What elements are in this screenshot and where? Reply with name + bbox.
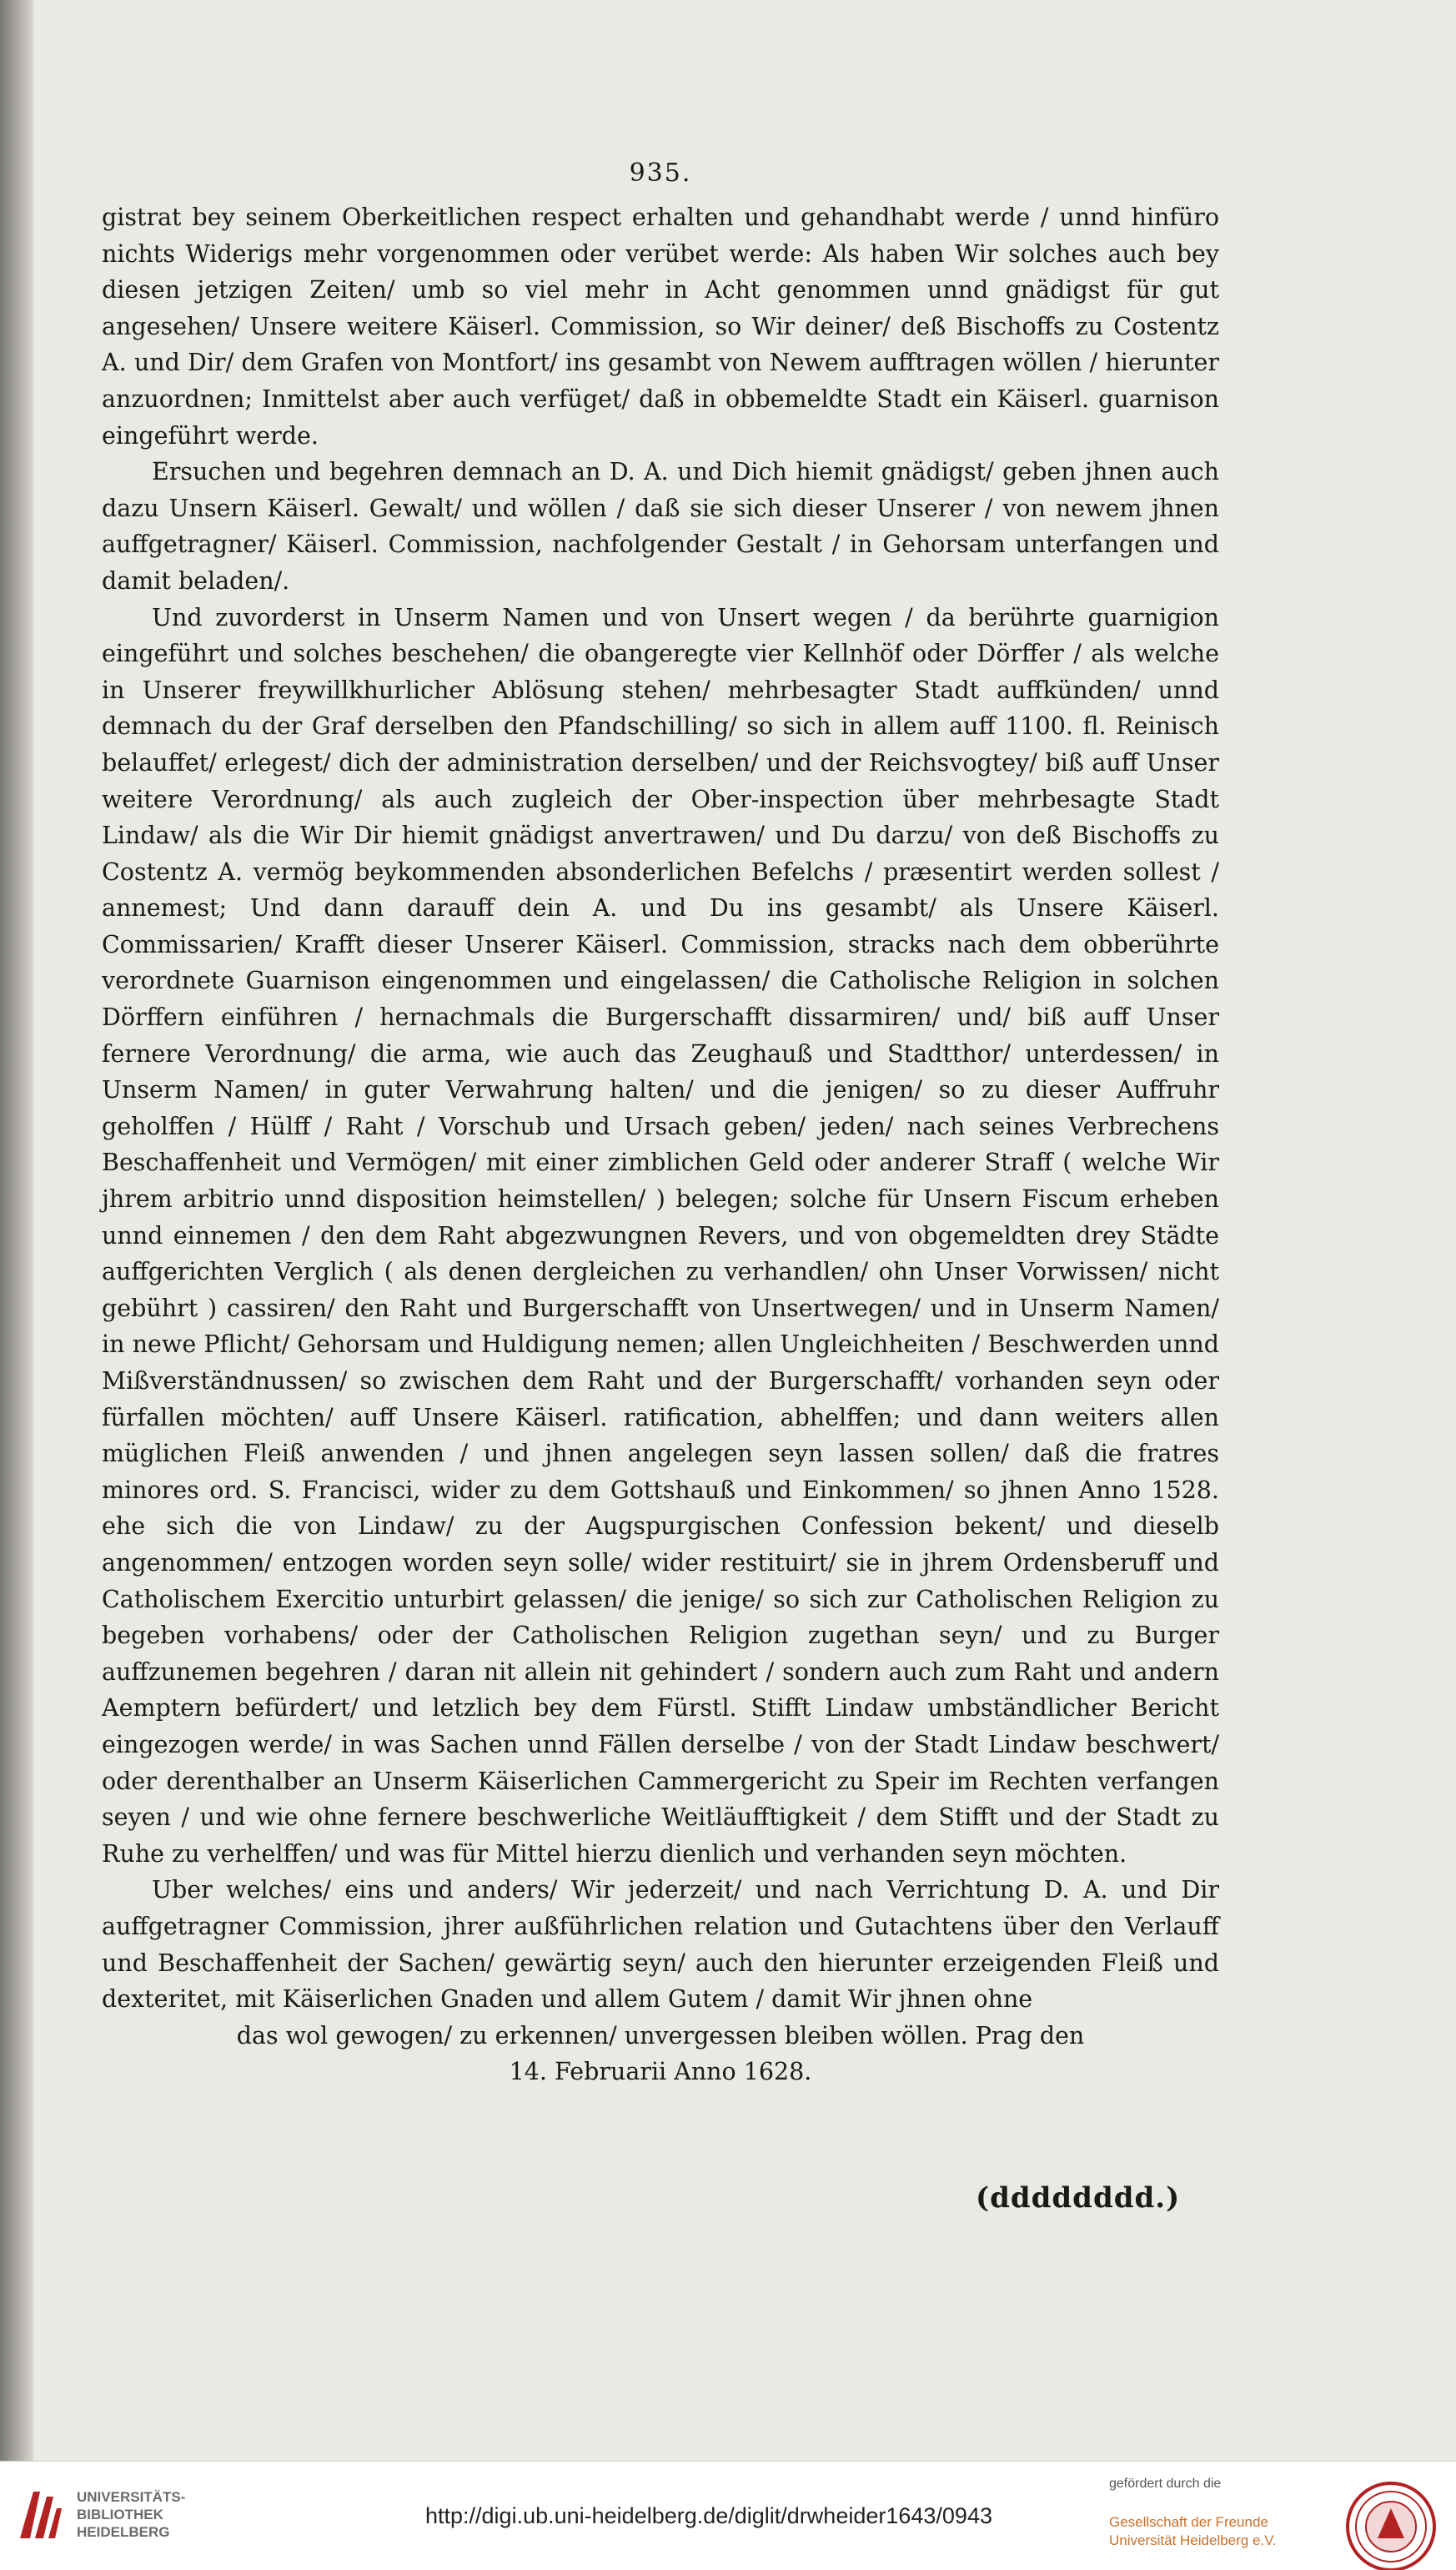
library-name — [77, 2488, 185, 2541]
library-name-line: UNIVERSITÄTS- — [77, 2489, 186, 2505]
permalink-url[interactable]: http://digi.ub.uni-heidelberg.de/diglit/drwheider1643/0943 — [425, 2503, 992, 2528]
society-name-line: Gesellschaft der Freunde — [1109, 2514, 1268, 2530]
paragraph: Uber welches/ eins und anders/ Wir jederzeit/ und nach Verrichtung D. A. und Dir auffgetragner Commission, jhrer außführlichen relation und Gutachtens über den Verlauff und Beschaffenheit der Sachen/ gewärtig seyn/ auch den hierunter erzeigenden Fleiß und dexteritet, mit Käiserlichen Gnaden und allem Gutem / damit Wir jhnen ohne — [102, 1876, 1219, 2014]
society-name-line: Universität Heidelberg e.V. — [1109, 2532, 1277, 2548]
footer-bar — [0, 2461, 1456, 2570]
page-edge-shadow — [0, 0, 33, 2461]
library-name-line: BIBLIOTHEK — [77, 2507, 163, 2522]
document-text — [102, 158, 1219, 2090]
library-name-line: HEIDELBERG — [77, 2524, 170, 2540]
paragraph: Und zuvorderst in Unserm Namen und von Unsert wegen / da berührte guarnigion eingeführt und solches beschehen/ die obangeregte vier Kellnhöf oder Dörffer / als welche in Unserer freywillkhurlicher Ablösung stehen/ mehrbesagter Stadt auffkünden/ unnd demnach du der Graf derselben den Pfandschilling/ so sich in allem auff 1100. fl. Reinisch belauffet/ erlegest/ dich der administration derselben/ und der Reichsvogtey/ biß auff Unser weitere Verordnung/ als auch zugleich der Ober-inspection über mehrbesagte Stadt Lindaw/ als die Wir Dir hiemit gnädigst anvertrawen/ und Du darzu/ von deß Bischoffs zu Costentz A. vermög beykommenden absonderlichen Befelchs / præsentirt werden sollest / annemest; Und dann darauff dein A. und Du ins gesambt/ als Unsere Käiserl. Commissarien/ Krafft dieser Unserer Käiserl. Commission, stracks nach dem obberührte verordnete Guarnison eingenommen und eingelassen/ die Catholische Religion in solchen Dörffern einführen / hernachmals die Burgerschafft dissarmiren/ und/ biß auff Unser fernere Verordnung/ die arma, wie auch das Zeughauß und Stadtthor/ unterdessen/ in Unserm Namen/ in guter Verwahrung halten/ und die jenigen/ so zu dieser Auffruhr geholffen / Hülff / Raht / Vorschub und Ursach geben/ jeden/ nach seines Verbrechens Beschaffenheit und Vermögen/ mit einer zimblichen Geld oder anderer Straff ( welche Wir jhrem arbitrio unnd disposition heimstellen/ ) belegen; solche für Unsern Fiscum erheben unnd einnemen / den dem Raht abgezwungnen Revers, und von obgemeldten drey Städte auffgerichten Verglich ( als denen dergleichen zu verhandlen/ ohn Unser Vorwissen/ nicht gebührt ) cassiren/ den Raht und Burgerschafft von Unsertwegen/ und in Unserm Namen/ in newe Pflicht/ Gehorsam und Huldigung nemen; allen Ungleichheiten / Beschwerden unnd Mißverständnussen/ so zwischen dem Raht und der Burgerschafft/ vorhanden seyn oder fürfallen möchten/ auff Unsere Käiserl. ratification, abhelffen; und dann weiters allen müglichen Fleiß anwenden / und jhnen angelegen seyn lassen sollen/ daß die fratres minores ord. S. Francisci, wider zu dem Gottshauß und Einkommen/ so jhnen Anno 1528. ehe sich die von Lindaw/ zu der Augspurgischen Confession bekent/ und dieselb angenommen/ entzogen worden seyn solle/ wider restituirt/ sie in jhrem Ordensberuff und Catholischem Exercitio unturbirt gelassen/ die jenige/ so sich zur Catholischen Religion zu begeben vorhabens/ oder der Catholischen Religion zugethan seyn/ und zu Burger auffzunemen begehren / daran nit allein nit gehindert / sondern auch zum Raht und andern Aemptern befürdert/ und letzlich bey dem Fürstl. Stifft Lindaw umbständlicher Bericht eingezogen werde/ in was Sachen unnd Fällen derselbe / von der Stadt Lindaw beschwert/ oder derenthalber an Unserm Käiserlichen Cammergericht zu Speir im Rechten verfangen seyen / und wie ohne fernere beschwerliche Weitläufftigkeit / dem Stifft und der Stadt zu Ruhe zu verhelffen/ und was für Mittel hierzu dienlich und verhanden seyn möchten. — [102, 603, 1219, 1868]
university-seal-icon — [1344, 2480, 1438, 2570]
society-name[interactable] — [1109, 2513, 1277, 2550]
page-number: 935. — [629, 158, 692, 188]
paragraph: gistrat bey seinem Oberkeitlichen respect erhalten und gehandhabt werde / unnd hinfüro nichts Widerigs mehr vorgenommen oder verübet werde: Als haben Wir solches auch bey diesen jetzigen Zeiten/ umb so viel mehr in Acht genommen unnd gnädigst für gut angesehen/ Unsere weitere Käiserl. Commission, so Wir deiner/ deß Bischoffs zu Costentz A. und Dir/ dem Grafen von Montfort/ ins gesambt von Newem aufftragen wöllen / hierunter anzuordnen; Inmittelst aber auch verfüget/ daß in obbemeldte Stadt ein Käiserl. guarnison eingeführt werde. — [102, 204, 1219, 450]
date-line: 14. Februarii Anno 1628. — [509, 2058, 812, 2086]
body-text — [102, 199, 1219, 2018]
paragraph: Ersuchen und begehren demnach an D. A. und Dich hiemit gnädigst/ geben jhnen auch dazu Unsern Käiserl. Gewalt/ und wöllen / daß sie sich dieser Unserer / von newem jhnen auffgetragner/ Käiserl. Commission, nachfolgender Gestalt / in Gehorsam unterfangen und damit beladen/. — [102, 458, 1219, 595]
closing-line: das wol gewogen/ zu erkennen/ unvergessen bleiben wöllen. Prag den — [236, 2021, 1085, 2049]
signature-mark: (dddddddd.) — [976, 2181, 1181, 2215]
library-logo-icon — [15, 2485, 65, 2545]
funded-by-label: gefördert durch die — [1109, 2477, 1222, 2491]
